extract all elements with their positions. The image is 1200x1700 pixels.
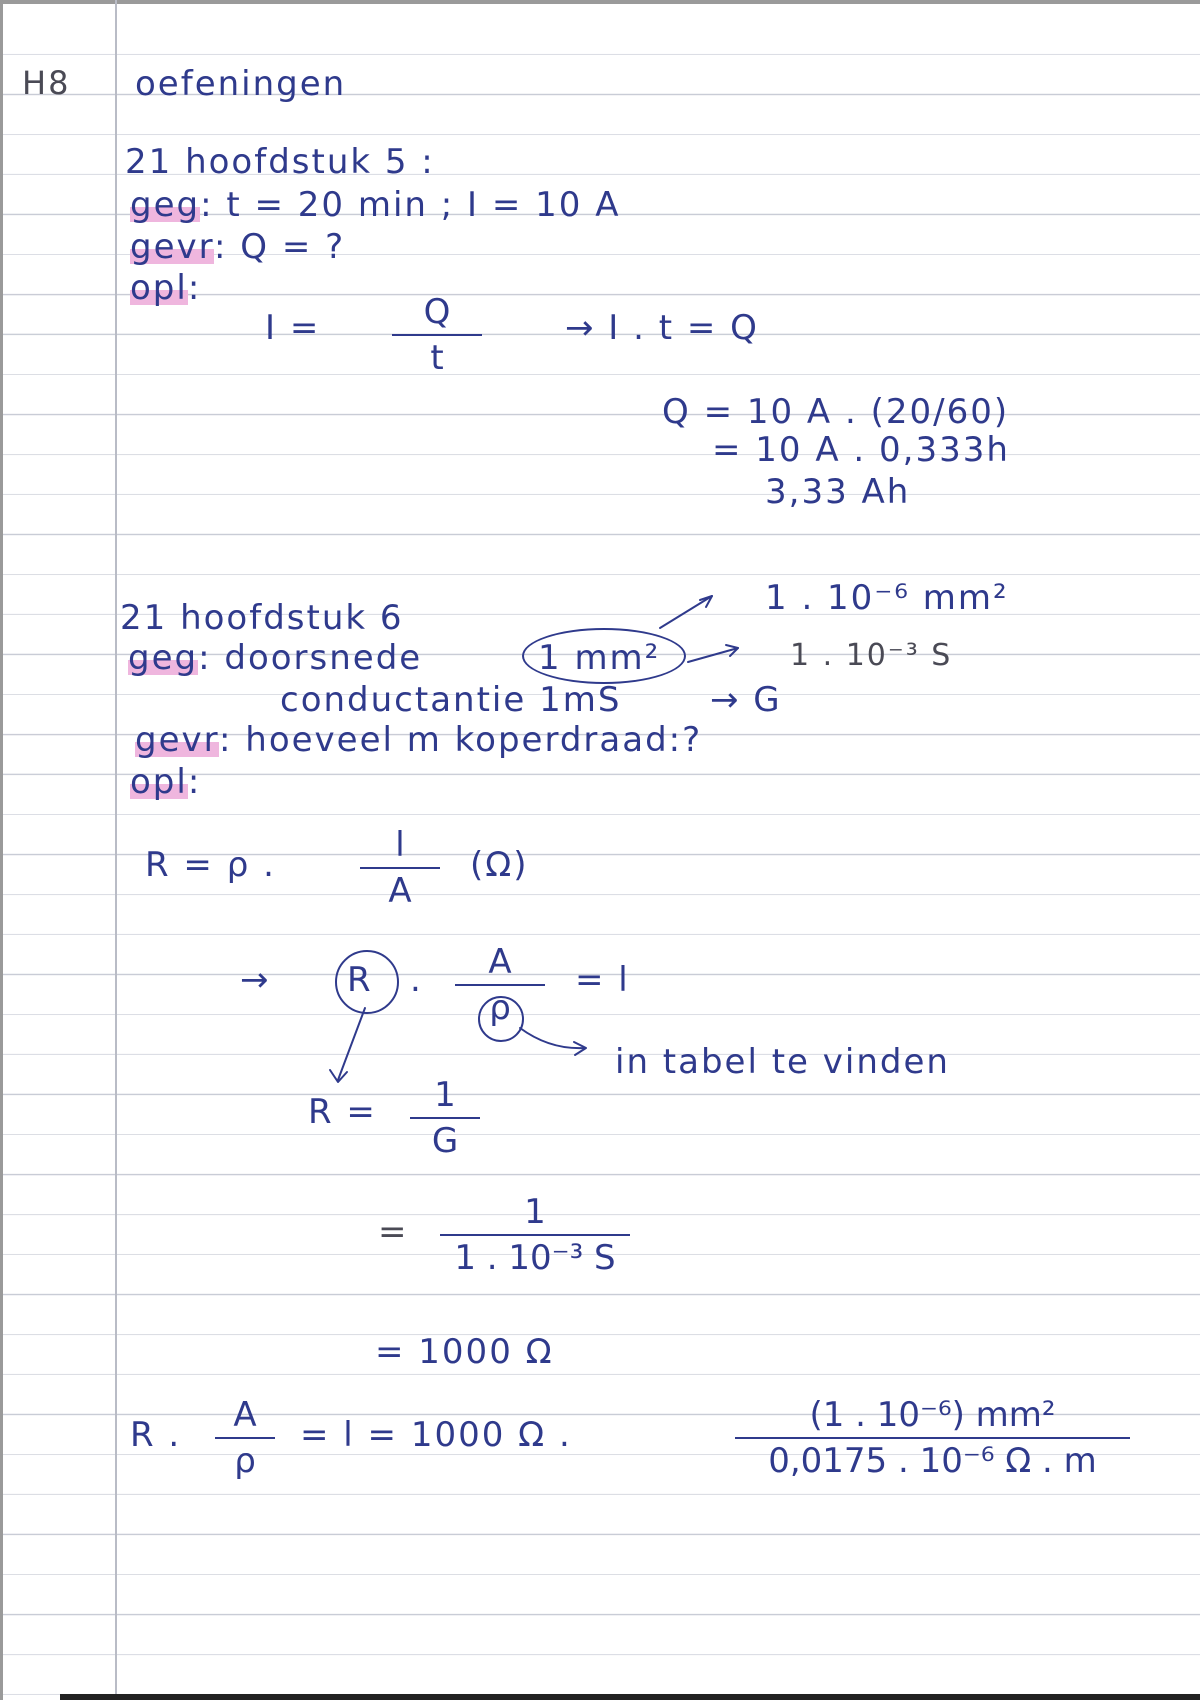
fraction-1-over-g: 1 G xyxy=(410,1075,480,1161)
rearrange-arrow: → xyxy=(240,960,271,1000)
calc-line-2: = 10 A . 0,333h xyxy=(712,430,1010,470)
asked-value: : hoeveel m koperdraad:? xyxy=(219,720,703,760)
resistance-formula-lhs: R = ρ . xyxy=(145,845,276,885)
page-edge-bottom xyxy=(60,1694,1200,1700)
given-value: : t = 20 min ; I = 10 A xyxy=(200,185,621,225)
calc-result: 3,33 Ah xyxy=(765,472,911,512)
chapter-label: H8 xyxy=(22,64,71,102)
final-lhs: R . xyxy=(130,1415,182,1455)
calc-line-1: Q = 10 A . (20/60) xyxy=(662,392,1010,432)
fraction-a-over-rho: A ρ xyxy=(455,942,545,1028)
asked-label: gevr xyxy=(135,720,220,760)
arrow-rho-to-table xyxy=(520,1028,585,1048)
fraction-final-length: (1 . 10⁻⁶) mm² 0,0175 . 10⁻⁶ Ω . m xyxy=(735,1395,1130,1481)
fraction-denominator: t xyxy=(430,338,444,378)
conductance-text: conductantie 1mS xyxy=(280,680,622,720)
exercise1-heading: 21 hoofdstuk 5 : xyxy=(125,142,435,182)
equals-l: = l xyxy=(575,960,630,1000)
resistance-result: = 1000 Ω xyxy=(375,1332,554,1372)
given-label: geg xyxy=(128,638,199,678)
formula-rearranged: → I . t = Q xyxy=(565,308,759,348)
asked-value: : Q = ? xyxy=(214,227,346,267)
fraction-1-over-siemens: 1 1 . 10⁻³ S xyxy=(440,1192,630,1278)
solution-label: opl xyxy=(130,762,188,802)
arrow-circled-r-down xyxy=(338,1008,365,1080)
exercise2-heading: 21 hoofdstuk 6 xyxy=(120,598,404,638)
final-middle: = l = 1000 Ω . xyxy=(300,1415,572,1455)
equals-sign: = xyxy=(378,1212,409,1252)
conversion-area: 1 . 10⁻⁶ mm² xyxy=(765,578,1009,618)
given-label: geg xyxy=(130,185,201,225)
page-title: oefeningen xyxy=(135,64,347,104)
r-equals: R = xyxy=(308,1092,377,1132)
formula-i-lhs: I = xyxy=(265,308,321,348)
area-value: 1 mm² xyxy=(538,638,661,678)
fraction-numerator: Q xyxy=(423,292,451,332)
multiply-dot: . xyxy=(410,960,423,1000)
given-value: : doorsnede xyxy=(198,638,423,678)
solution-label: opl xyxy=(130,268,188,308)
conductance-arrow: → G xyxy=(710,680,782,720)
exercise1-solution-label: opl: xyxy=(130,268,202,308)
circled-r: R xyxy=(347,960,373,1000)
arrow-area-conversion xyxy=(660,596,712,628)
conversion-siemens: 1 . 10⁻³ S xyxy=(790,638,953,673)
fraction-l-over-a: l A xyxy=(360,825,440,911)
fraction-final-a-over-rho: A ρ xyxy=(215,1395,275,1481)
asked-label: gevr xyxy=(130,227,215,267)
table-note: in tabel te vinden xyxy=(615,1042,950,1082)
resistance-unit: (Ω) xyxy=(470,845,529,885)
exercise2-solution-label: opl: xyxy=(130,762,202,802)
